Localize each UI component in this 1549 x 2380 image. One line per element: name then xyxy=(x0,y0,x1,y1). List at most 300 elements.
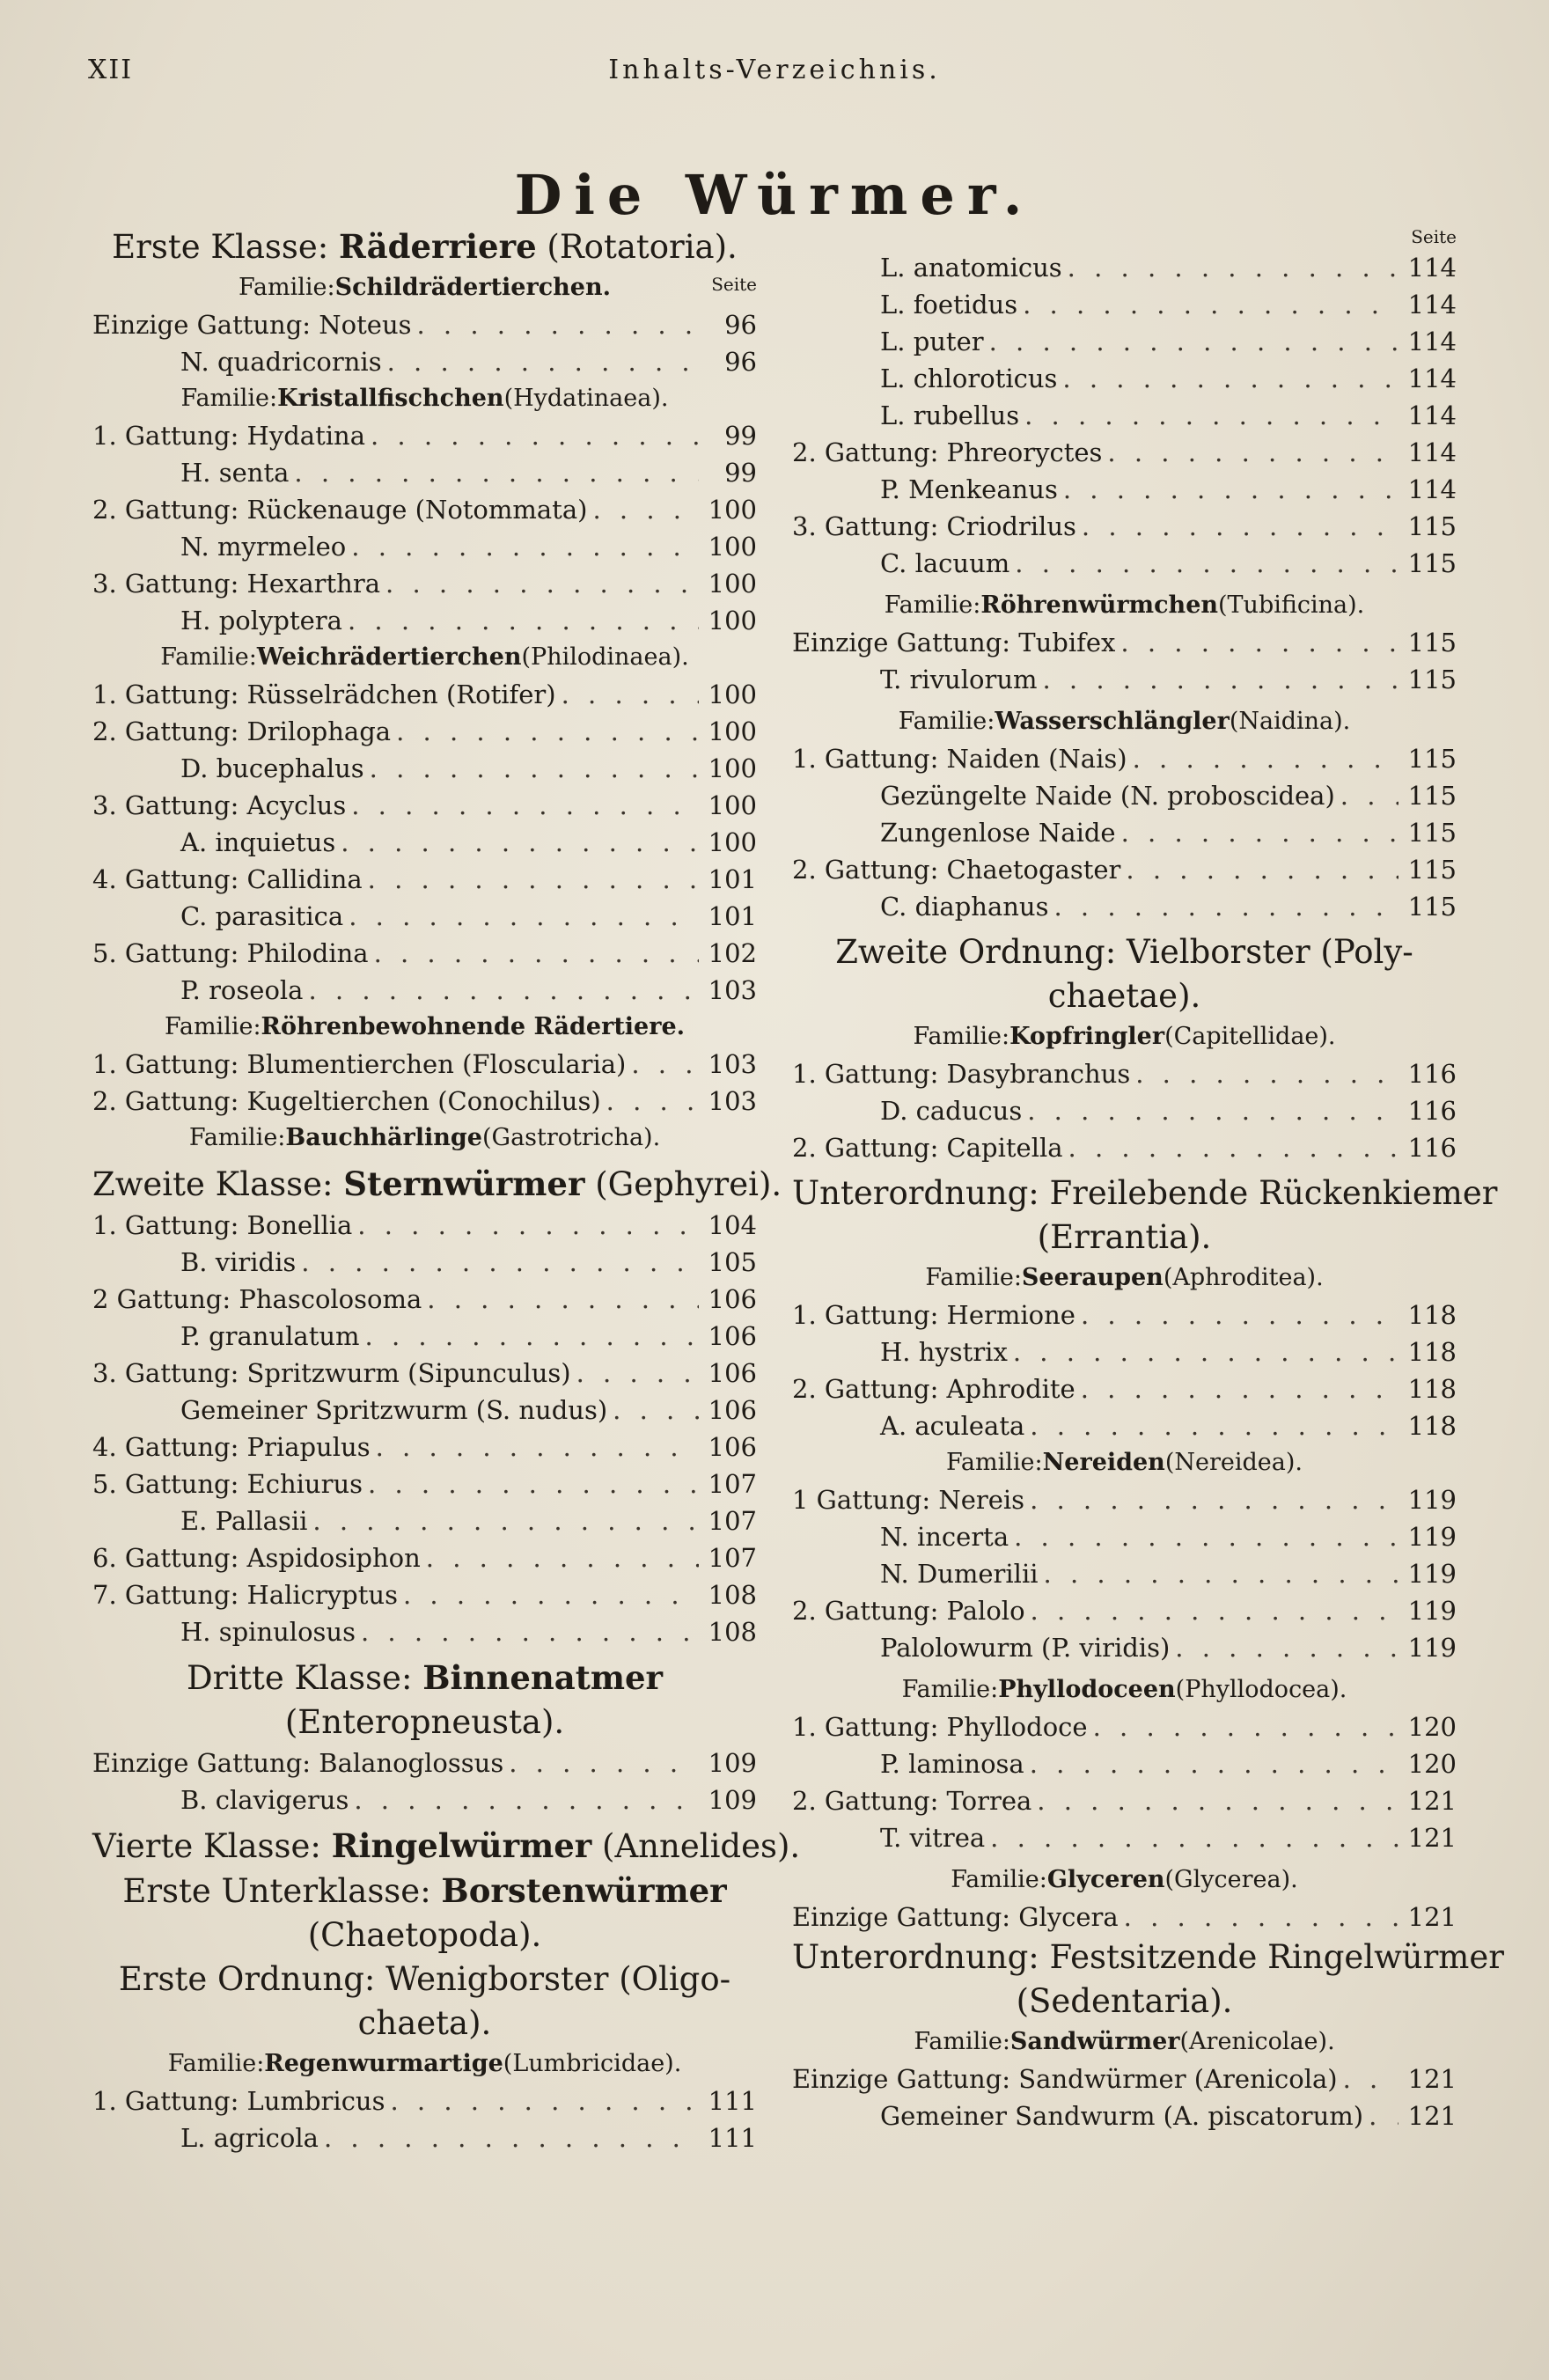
family-heading xyxy=(92,2046,757,2082)
entry-title: H. spinulosus xyxy=(180,1617,356,1647)
page-ref: 114 xyxy=(1407,400,1457,430)
toc-entry xyxy=(92,2082,757,2119)
dot-leader xyxy=(396,713,699,750)
subclass-heading xyxy=(92,1869,757,1914)
page-ref: 119 xyxy=(1407,1485,1457,1515)
entry-title: 1. Gattung: Blumentierchen (Floscularia) xyxy=(92,1049,627,1079)
order-heading: Zweite Ordnung: Vielborster (Poly- xyxy=(835,933,1413,971)
entry-title: 7. Gattung: Halicryptus xyxy=(92,1580,398,1610)
page-ref: 106 xyxy=(708,1321,757,1351)
entry-title: 1. Gattung: Rüsselrädchen (Rotifer) xyxy=(92,679,556,709)
entry-title: 4. Gattung: Priapulus xyxy=(92,1432,371,1462)
toc-entry xyxy=(92,454,757,491)
entry-title: Einzige Gattung: Noteus xyxy=(92,310,412,340)
entry-title: L. foetidus xyxy=(880,290,1018,320)
dot-leader xyxy=(509,1745,699,1781)
toc-entry xyxy=(792,360,1457,397)
entry-title: 2. Gattung: Capitella xyxy=(792,1133,1063,1163)
entry-title: D. bucephalus xyxy=(180,753,364,783)
dot-leader xyxy=(324,2119,699,2156)
running-head xyxy=(88,55,1461,99)
toc-entry xyxy=(92,306,757,343)
page-ref: 111 xyxy=(708,2123,757,2153)
toc-entry xyxy=(92,1576,757,1613)
family-heading-prefix: Familie: xyxy=(164,1013,261,1040)
toc-entry xyxy=(92,1781,757,1818)
dot-leader xyxy=(1126,851,1399,888)
page-ref: 101 xyxy=(708,864,757,894)
class-heading-prefix: Erste Klasse: xyxy=(112,228,340,266)
toc-entry xyxy=(792,777,1457,814)
family-heading-latin: (Lumbricidae). xyxy=(503,2050,682,2077)
page-ref: 100 xyxy=(708,532,757,562)
toc-entry xyxy=(92,491,757,528)
dot-leader xyxy=(1031,1592,1399,1629)
suborder-heading-cont: (Errantia). xyxy=(1037,1218,1212,1256)
subclass-heading-cont: (Chaetopoda). xyxy=(307,1916,542,1954)
dot-leader xyxy=(354,1781,699,1818)
family-heading-name: Phyllodoceen xyxy=(998,1676,1176,1703)
toc-entry xyxy=(792,814,1457,851)
entry-title: 6. Gattung: Aspidosiphon xyxy=(92,1543,421,1573)
entry-title: H. hystrix xyxy=(880,1337,1008,1367)
page-ref: 115 xyxy=(1407,818,1457,848)
entry-title: 2. Gattung: Palolo xyxy=(792,1596,1025,1626)
entry-title: Einzige Gattung: Glycera xyxy=(792,1902,1119,1932)
entry-title: 2. Gattung: Drilophaga xyxy=(92,716,392,746)
entry-title: B. viridis xyxy=(180,1247,297,1277)
page-ref: 116 xyxy=(1407,1059,1457,1089)
page-ref: 119 xyxy=(1407,1522,1457,1552)
toc-entry xyxy=(92,898,757,935)
toc-entry xyxy=(92,2119,757,2156)
seite-label: Seite xyxy=(711,274,757,295)
entry-title: Gemeiner Sandwurm (A. piscatorum) xyxy=(880,2101,1364,2131)
seite-label: Seite xyxy=(1411,226,1457,247)
page-ref: 119 xyxy=(1407,1633,1457,1663)
dot-leader xyxy=(385,565,699,602)
toc-entry xyxy=(792,1555,1457,1592)
dot-leader xyxy=(365,1318,699,1355)
class-heading-name: Binnenatmer xyxy=(422,1658,664,1697)
page-ref: 99 xyxy=(724,458,757,488)
dot-leader xyxy=(391,2082,700,2119)
toc-entry xyxy=(92,1502,757,1539)
left-column xyxy=(92,224,801,2156)
page-ref: 115 xyxy=(1407,892,1457,922)
class-heading xyxy=(92,1656,757,1701)
toc-entry xyxy=(92,1046,757,1083)
page-ref: 109 xyxy=(708,1748,757,1778)
entry-title: 2. Gattung: Chaetogaster xyxy=(792,855,1121,885)
toc-entry xyxy=(792,1592,1457,1629)
entry-title: T. rivulorum xyxy=(880,665,1038,694)
page-ref: 115 xyxy=(1407,855,1457,885)
family-heading-latin: (Tubificina). xyxy=(1218,591,1365,619)
entry-title: H. senta xyxy=(180,458,290,488)
page-ref: 109 xyxy=(708,1785,757,1815)
page-ref: 100 xyxy=(708,495,757,525)
page-ref: 105 xyxy=(708,1247,757,1277)
family-heading xyxy=(792,1018,1457,1055)
toc-entry xyxy=(792,888,1457,925)
dot-leader xyxy=(308,972,699,1009)
toc-entry xyxy=(792,1092,1457,1129)
family-heading xyxy=(792,1862,1457,1899)
page-ref: 115 xyxy=(1407,511,1457,541)
toc-entry xyxy=(92,713,757,750)
entry-title: Gemeiner Spritzwurm (S. nudus) xyxy=(180,1395,608,1425)
toc-entry xyxy=(92,1207,757,1244)
page-ref: 116 xyxy=(1407,1096,1457,1126)
page-ref: 115 xyxy=(1407,781,1457,811)
page-ref: 96 xyxy=(724,310,757,340)
dot-leader xyxy=(1023,286,1399,323)
dot-leader xyxy=(1014,1518,1399,1555)
dot-leader xyxy=(361,1613,699,1650)
toc-entry xyxy=(92,676,757,713)
class-heading xyxy=(92,1162,782,1207)
page-ref: 108 xyxy=(708,1617,757,1647)
dot-leader xyxy=(606,1083,699,1120)
family-heading xyxy=(92,380,757,417)
dot-leader xyxy=(368,861,699,898)
toc-entry xyxy=(792,1819,1457,1856)
toc-entry xyxy=(92,1745,757,1781)
family-heading-prefix: Familie: xyxy=(951,1866,1047,1893)
dot-leader xyxy=(1027,1092,1399,1129)
entry-title: 2 Gattung: Phascolosoma xyxy=(92,1284,422,1314)
toc-entry xyxy=(792,1055,1457,1092)
dot-leader xyxy=(374,935,699,972)
toc-entry xyxy=(92,1392,757,1429)
page-ref: 100 xyxy=(708,569,757,599)
dot-leader xyxy=(403,1576,699,1613)
family-heading-name: Nereiden xyxy=(1042,1449,1165,1476)
dot-leader xyxy=(341,824,699,861)
family-heading-name: Bauchhärlinge xyxy=(285,1124,482,1151)
page-ref: 114 xyxy=(1407,253,1457,283)
toc-entry xyxy=(792,1407,1457,1444)
dot-leader xyxy=(371,417,699,454)
page-ref: 103 xyxy=(708,975,757,1005)
family-heading-latin: (Glycerea). xyxy=(1164,1866,1298,1893)
entry-title: N. quadricornis xyxy=(180,347,382,377)
entry-title: 1. Gattung: Naiden (Nais) xyxy=(792,744,1127,774)
dot-leader xyxy=(1081,1297,1399,1333)
entry-title: Gezüngelte Naide (N. proboscidea) xyxy=(880,781,1335,811)
page-ref: 100 xyxy=(708,827,757,857)
dot-leader xyxy=(370,750,699,787)
family-heading xyxy=(92,1120,757,1157)
class-heading xyxy=(92,224,757,269)
page-ref: 119 xyxy=(1407,1559,1457,1589)
family-heading-prefix: Familie: xyxy=(884,591,981,619)
suborder-heading: Unterordnung: Festsitzende Ringelwürmer xyxy=(792,1938,1504,1976)
family-heading-prefix: Familie: xyxy=(180,385,278,412)
dot-leader xyxy=(1340,777,1399,814)
page-ref: 107 xyxy=(708,1543,757,1573)
entry-title: A. aculeata xyxy=(880,1411,1025,1441)
page-ref: 114 xyxy=(1407,474,1457,504)
dot-leader xyxy=(301,1244,699,1281)
entry-title: L. puter xyxy=(880,327,984,356)
entry-title: 2. Gattung: Kugeltierchen (Conochilus) xyxy=(92,1086,601,1116)
family-heading xyxy=(92,269,757,306)
page-ref: 120 xyxy=(1407,1749,1457,1779)
page-ref: 119 xyxy=(1407,1596,1457,1626)
toc-entry xyxy=(92,972,757,1009)
family-heading-prefix: Familie: xyxy=(188,1124,286,1151)
toc-entry xyxy=(92,343,757,380)
dot-leader xyxy=(562,676,699,713)
family-heading-prefix: Familie: xyxy=(913,1023,1010,1050)
entry-title: C. diaphanus xyxy=(880,892,1049,922)
page-ref: 121 xyxy=(1407,2064,1457,2094)
dot-leader xyxy=(1107,434,1399,471)
toc-entry xyxy=(92,417,757,454)
dot-leader xyxy=(294,454,699,491)
toc-entry xyxy=(92,1244,757,1281)
entry-title: L. rubellus xyxy=(880,400,1020,430)
entry-title: A. inquietus xyxy=(180,827,336,857)
entry-title: B. clavigerus xyxy=(180,1785,349,1815)
toc-entry xyxy=(792,1333,1457,1370)
dot-leader xyxy=(1343,2060,1399,2097)
dot-leader xyxy=(368,1465,699,1502)
page-ref: 101 xyxy=(708,901,757,931)
toc-entry xyxy=(92,824,757,861)
family-heading-prefix: Familie: xyxy=(946,1449,1043,1476)
toc-entry xyxy=(792,2060,1457,2097)
page-ref: 106 xyxy=(708,1432,757,1462)
page-ref: 107 xyxy=(708,1506,757,1536)
toc-entry xyxy=(792,2097,1457,2134)
family-heading-latin: (Capitellidae). xyxy=(1164,1023,1336,1050)
class-heading-latin: (Rotatoria). xyxy=(536,228,738,266)
entry-title: 1 Gattung: Nereis xyxy=(792,1485,1025,1515)
dot-leader xyxy=(351,787,699,824)
order-heading-cont: chaetae). xyxy=(1047,977,1201,1015)
toc-entry xyxy=(792,1708,1457,1745)
family-heading xyxy=(792,1671,1457,1708)
toc-entry xyxy=(792,624,1457,661)
dot-leader xyxy=(417,306,700,343)
subclass-heading-prefix: Erste Unterklasse: xyxy=(122,1872,442,1910)
page-ref: 116 xyxy=(1407,1133,1457,1163)
family-heading-latin: (Phyllodocea). xyxy=(1175,1676,1347,1703)
toc-entry xyxy=(92,787,757,824)
dot-leader xyxy=(1013,1333,1399,1370)
family-heading-latin: (Aphroditea). xyxy=(1163,1264,1324,1291)
entry-title: H. polyptera xyxy=(180,606,342,635)
entry-title: 2. Gattung: Phreoryctes xyxy=(792,437,1103,467)
dot-leader xyxy=(1124,1899,1399,1936)
family-heading xyxy=(792,703,1457,740)
toc-entry xyxy=(792,1899,1457,1936)
toc-entry xyxy=(792,1745,1457,1782)
family-heading-name: Weichrädertierchen xyxy=(256,643,522,671)
page-ref: 118 xyxy=(1407,1337,1457,1367)
entry-title: 2. Gattung: Aphrodite xyxy=(792,1374,1075,1404)
family-heading-name: Schildrädertierchen. xyxy=(334,274,611,301)
entry-title: 1. Gattung: Hydatina xyxy=(92,421,365,451)
family-heading-name: Röhrenwürmchen xyxy=(980,591,1219,619)
family-heading-name: Sandwürmer xyxy=(1009,2028,1180,2055)
entry-title: C. parasitica xyxy=(180,901,344,931)
entry-title: N. incerta xyxy=(880,1522,1009,1552)
page-ref: 100 xyxy=(708,679,757,709)
entry-title: L. anatomicus xyxy=(880,253,1062,283)
entry-title: C. lacuum xyxy=(880,548,1010,578)
suborder-heading: Unterordnung: Freilebende Rückenkiemer xyxy=(792,1174,1498,1212)
page-ref: 121 xyxy=(1407,1902,1457,1932)
toc-entry xyxy=(92,565,757,602)
page-ref: 107 xyxy=(708,1469,757,1499)
entry-title: 3. Gattung: Criodrilus xyxy=(792,511,1076,541)
dot-leader xyxy=(1135,1055,1399,1092)
page-ref: 121 xyxy=(1407,2101,1457,2131)
dot-leader xyxy=(1030,1745,1399,1782)
family-heading-prefix: Familie: xyxy=(167,2050,265,2077)
family-heading-name: Kopfringler xyxy=(1009,1023,1165,1050)
entry-title: 3. Gattung: Acyclus xyxy=(92,790,347,820)
entry-title: 4. Gattung: Callidina xyxy=(92,864,363,894)
family-heading-prefix: Familie: xyxy=(160,643,257,671)
dot-leader xyxy=(426,1539,699,1576)
toc-entry xyxy=(92,1429,757,1465)
toc-entry xyxy=(792,1370,1457,1407)
entry-title: T. vitrea xyxy=(880,1823,986,1853)
toc-entry xyxy=(92,602,757,639)
page-ref: 96 xyxy=(724,347,757,377)
family-heading-name: Röhrenbewohnende Rädertiere. xyxy=(261,1013,686,1040)
page-ref: 108 xyxy=(708,1580,757,1610)
dot-leader xyxy=(1015,545,1399,582)
page-ref: 106 xyxy=(708,1284,757,1314)
page-ref: 100 xyxy=(708,716,757,746)
dot-leader xyxy=(989,323,1399,360)
dot-leader xyxy=(1043,661,1399,698)
page-ref: 121 xyxy=(1407,1823,1457,1853)
page-ref: 118 xyxy=(1407,1374,1457,1404)
entry-title: 1. Gattung: Dasybranchus xyxy=(792,1059,1131,1089)
entry-title: 3. Gattung: Spritzwurm (Sipunculus) xyxy=(92,1358,571,1388)
dot-leader xyxy=(1068,249,1399,286)
page-ref: 104 xyxy=(708,1210,757,1240)
family-heading-prefix: Familie: xyxy=(239,274,335,301)
dot-leader xyxy=(1063,471,1399,508)
entry-title: P. laminosa xyxy=(880,1749,1024,1779)
family-heading-prefix: Familie: xyxy=(914,2028,1010,2055)
toc-entry xyxy=(792,1129,1457,1166)
dot-leader xyxy=(990,1819,1399,1856)
page-ref: 103 xyxy=(708,1049,757,1079)
entry-title: 3. Gattung: Hexarthra xyxy=(92,569,381,599)
family-heading-prefix: Familie: xyxy=(925,1264,1022,1291)
toc-entry xyxy=(792,740,1457,777)
dot-leader xyxy=(1037,1782,1399,1819)
page-ref: 100 xyxy=(708,606,757,635)
family-heading-prefix: Familie: xyxy=(901,1676,999,1703)
toc-entry xyxy=(92,750,757,787)
order-heading: Erste Ordnung: Wenigborster (Oligo- xyxy=(118,1960,731,1998)
dot-leader xyxy=(1024,397,1399,434)
class-heading-name: Sternwürmer xyxy=(343,1164,585,1203)
class-heading-cont: (Enteropneusta). xyxy=(284,1703,565,1741)
dot-leader xyxy=(1082,508,1399,545)
family-heading xyxy=(792,587,1457,624)
toc-entry xyxy=(792,397,1457,434)
entry-title: 5. Gattung: Echiurus xyxy=(92,1469,363,1499)
page-ref: 118 xyxy=(1407,1411,1457,1441)
page-ref: 114 xyxy=(1407,327,1457,356)
toc-entry xyxy=(92,1281,757,1318)
page-ref: 106 xyxy=(708,1358,757,1388)
toc-entry xyxy=(792,323,1457,360)
toc-entry xyxy=(92,861,757,898)
toc-entry xyxy=(792,1481,1457,1518)
family-heading-latin: (Naidina). xyxy=(1229,708,1351,735)
toc-entry xyxy=(792,851,1457,888)
family-heading xyxy=(792,1260,1457,1297)
page-ref: 115 xyxy=(1407,744,1457,774)
page-ref: 121 xyxy=(1407,1786,1457,1816)
class-heading-latin: (Annelides). xyxy=(591,1827,801,1865)
entry-title: N. myrmeleo xyxy=(180,532,347,562)
suborder-heading-cont: (Sedentaria). xyxy=(1016,1982,1233,2020)
family-heading xyxy=(92,639,757,676)
entry-title: P. granulatum xyxy=(180,1321,360,1351)
entry-title: L. agricola xyxy=(180,2123,319,2153)
dot-leader xyxy=(348,602,699,639)
entry-title: E. Pallasii xyxy=(180,1506,308,1536)
dot-leader xyxy=(1044,1555,1399,1592)
dot-leader xyxy=(357,1207,699,1244)
page-ref: 100 xyxy=(708,790,757,820)
order-heading-cont: chaeta). xyxy=(357,2004,492,2042)
page-ref: 115 xyxy=(1407,665,1457,694)
family-heading xyxy=(92,1009,757,1046)
family-heading xyxy=(792,2024,1457,2060)
dot-leader xyxy=(1175,1629,1399,1666)
family-heading-name: Kristallfischchen xyxy=(277,385,504,412)
dot-leader xyxy=(1133,740,1399,777)
family-heading xyxy=(792,1444,1457,1481)
page-ref: 120 xyxy=(1407,1712,1457,1742)
dot-leader xyxy=(312,1502,699,1539)
entry-title: Einzige Gattung: Balanoglossus xyxy=(92,1748,504,1778)
page-ref: 114 xyxy=(1407,437,1457,467)
dot-leader xyxy=(427,1281,699,1318)
toc-entry xyxy=(92,935,757,972)
dot-leader xyxy=(351,528,699,565)
family-heading-latin: (Arenicolae). xyxy=(1179,2028,1335,2055)
dot-leader xyxy=(1081,1370,1399,1407)
page-number: XII xyxy=(88,55,134,85)
family-heading-latin: (Nereidea). xyxy=(1164,1449,1303,1476)
entry-title: Einzige Gattung: Sandwürmer (Arenicola) xyxy=(792,2064,1338,2094)
toc-entry xyxy=(792,249,1457,286)
entry-title: 1. Gattung: Lumbricus xyxy=(92,2086,385,2116)
page-ref: 115 xyxy=(1407,548,1457,578)
dot-leader xyxy=(1369,2097,1399,2134)
toc-entry xyxy=(792,545,1457,582)
toc-entry xyxy=(92,1613,757,1650)
page-ref: 114 xyxy=(1407,290,1457,320)
entry-title: Zungenlose Naide xyxy=(880,818,1116,848)
toc-entry xyxy=(792,434,1457,471)
